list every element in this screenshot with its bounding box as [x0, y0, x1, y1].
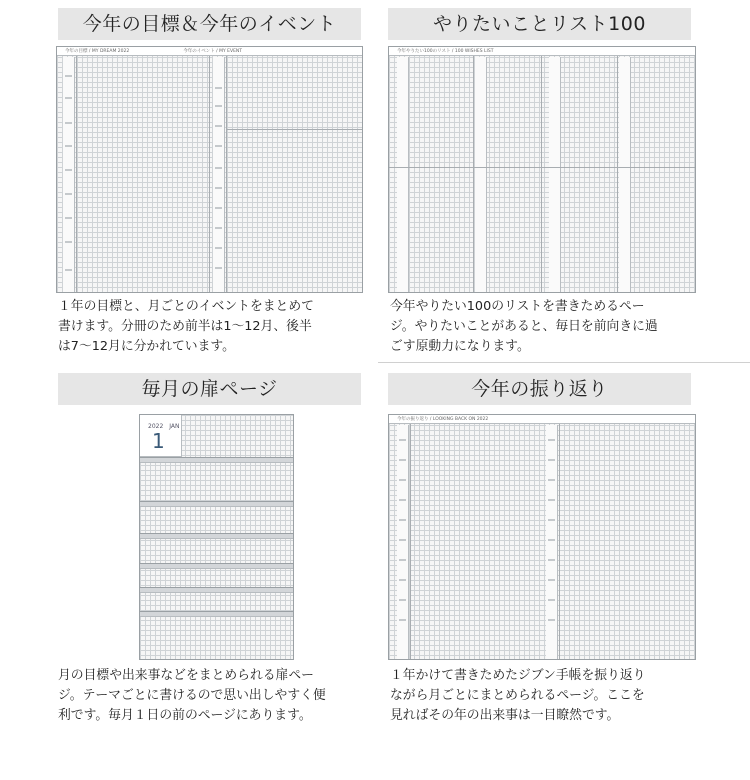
wishes-list-page-image	[388, 46, 696, 293]
row-divider	[378, 362, 750, 363]
page-header: 今年の振り返り / LOOKING BACK ON 2022	[389, 415, 695, 424]
wishes-list-description: 今年やりたい100のリストを書きためるペー ジ。やりたいことがあると、毎日を前向きに過 ごす原動力になります。	[390, 299, 658, 354]
section-title-looking-back: 今年の振り返り	[388, 373, 691, 405]
section-title-wishes-list: やりたいことリスト100	[388, 8, 691, 40]
goals-events-page-image	[56, 46, 363, 293]
goals-events-description: １年の目標と、月ごとのイベントをまとめて 書けます。分冊のため前半は1〜12月、後半 は7〜12月に分かれています。	[58, 299, 314, 354]
section-title-monthly-cover: 毎月の扉ページ	[58, 373, 361, 405]
section-title-goals-events: 今年の目標＆今年のイベント	[58, 8, 361, 40]
monthly-cover-page-image	[139, 414, 294, 660]
page-header: 今年の目標 / MY DREAM 2022 今年のイベント / MY EVENT	[57, 47, 362, 56]
page-header: 今年やりたい100のリスト / 100 WISHES LIST	[389, 47, 695, 56]
calendar-date-block	[140, 415, 182, 457]
looking-back-page-image	[388, 414, 696, 660]
calendar-year-month: 2022 JAN	[148, 423, 180, 430]
looking-back-description: １年かけて書きためたジブン手帳を振り返り ながら月ごとにまとめられるページ。ここを 見ればその年の出来事は一目瞭然です。	[390, 668, 646, 723]
monthly-cover-description: 月の目標や出来事などをまとめられる扉ペー ジ。テーマごとに書けるので思い出しやすく便 利です。毎月１日の前のページにあります。	[58, 668, 326, 723]
month-label-column	[63, 57, 75, 292]
calendar-day: 1	[152, 429, 165, 453]
month-label-column-right	[213, 57, 225, 292]
